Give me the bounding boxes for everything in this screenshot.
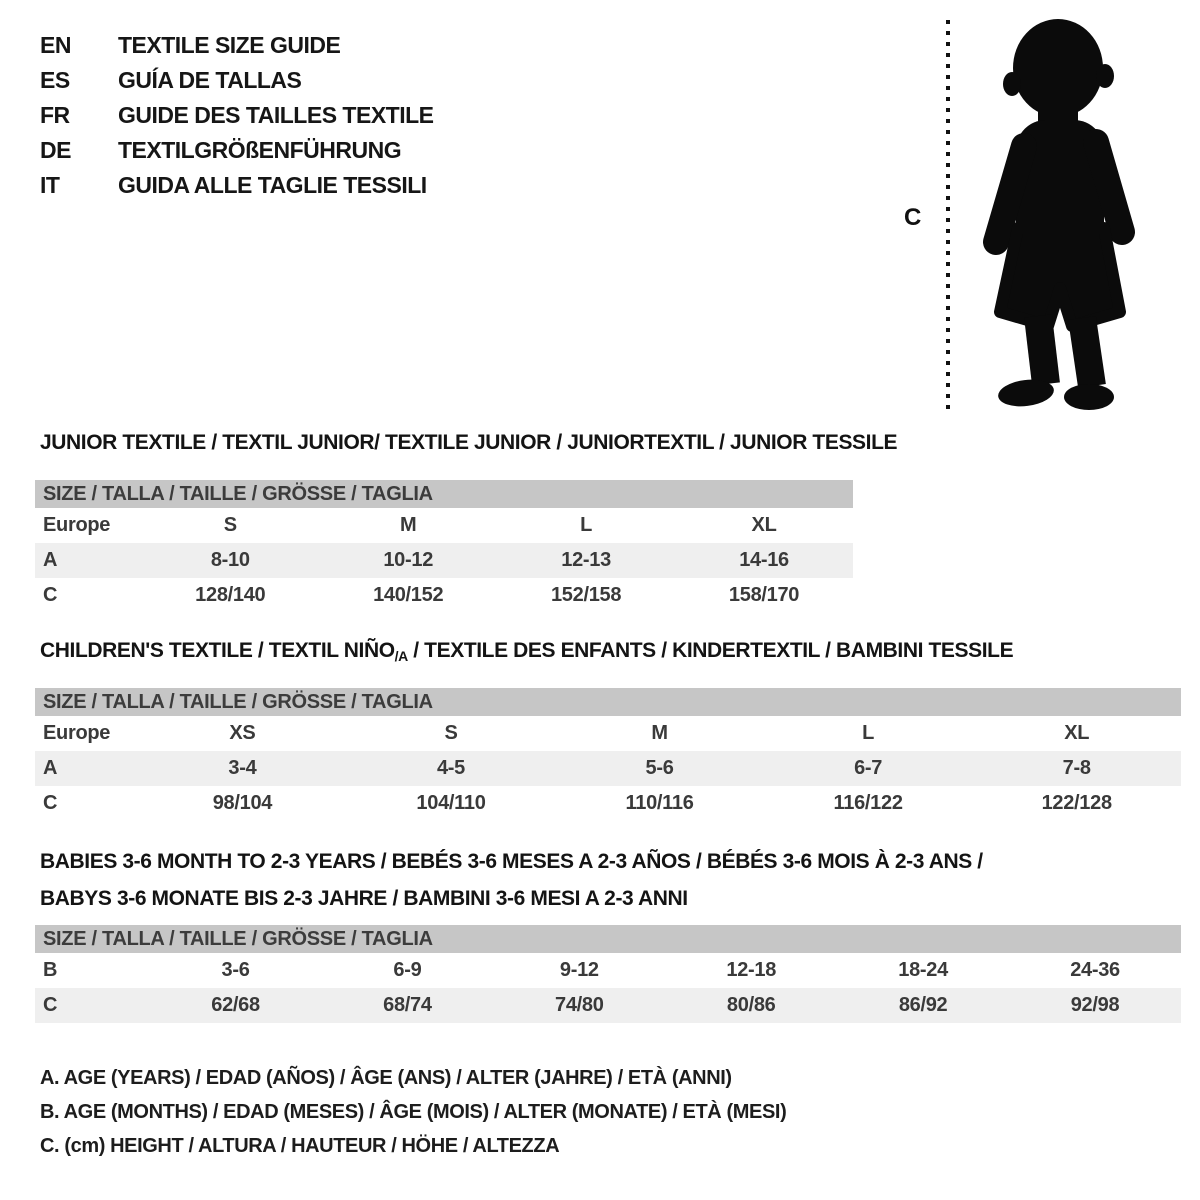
height-measure-label: C (904, 204, 922, 231)
lang-row-de (40, 133, 434, 168)
row-label-cell: C (43, 584, 58, 606)
table-row (35, 716, 1181, 751)
cell: 12-18 (726, 959, 777, 981)
cell: 74/80 (493, 988, 665, 1023)
lang-title: TEXTILGRÖßENFÜHRUNG (118, 137, 402, 163)
children-size-table (35, 688, 1181, 821)
size-header-cell: SIZE / TALLA / TAILLE / GRÖSSE / TAGLIA (35, 925, 1181, 953)
cell: 140/152 (373, 584, 444, 606)
cell: 80/86 (665, 988, 837, 1023)
table-row (35, 953, 1181, 988)
lang-code: EN (40, 32, 71, 58)
cell: S (444, 722, 458, 744)
row-label-cell: Europe (43, 514, 111, 536)
lang-title: GUIDA ALLE TAGLIE TESSILI (118, 172, 427, 198)
size-header-cell: SIZE / TALLA / TAILLE / GRÖSSE / TAGLIA (35, 688, 1181, 716)
junior-size-table (35, 480, 853, 613)
babies-section-title (40, 843, 983, 917)
cell: 98/104 (212, 792, 273, 814)
cell: 86/92 (837, 988, 1009, 1023)
cell: 128/140 (195, 584, 266, 606)
row-label-cell: B (43, 959, 58, 981)
table-row (35, 508, 853, 543)
cell: 14-16 (675, 543, 853, 578)
cell: 152/158 (550, 584, 622, 606)
lang-row-fr (40, 98, 434, 133)
babies-size-table (35, 925, 1181, 1023)
babies-title-line2: BABYS 3-6 MONATE BIS 2-3 JAHRE / BAMBINI 3-6 MESI A 2-3 ANNI (40, 887, 688, 910)
legend-line-b: B. AGE (MONTHS) / EDAD (MESES) / ÂGE (MOIS) / ALTER (MONATE) / ETÀ (MESI) (40, 1101, 787, 1123)
row-label-cell: C (35, 988, 150, 1023)
cell: 7-8 (972, 751, 1181, 786)
size-header-row (35, 925, 1181, 953)
cell: 10-12 (319, 543, 497, 578)
cell: L (862, 722, 875, 744)
cell: M (651, 722, 668, 744)
row-label-cell: A (35, 543, 141, 578)
cell: 5-6 (555, 751, 764, 786)
cell: XL (751, 514, 777, 536)
cell: 6-7 (764, 751, 973, 786)
size-header-row (35, 688, 1181, 716)
cell: 62/68 (150, 988, 322, 1023)
cell: 9-12 (559, 959, 599, 981)
junior-section-title: JUNIOR TEXTILE / TEXTIL JUNIOR/ TEXTILE JUNIOR / JUNIORTEXTIL / JUNIOR TESSILE (40, 431, 898, 454)
cell: 158/170 (728, 584, 800, 606)
lang-title: GUIDE DES TAILLES TEXTILE (118, 102, 434, 128)
cell: 4-5 (347, 751, 556, 786)
children-section-title (40, 639, 1013, 664)
size-header-row (35, 480, 853, 508)
lang-code: DE (40, 137, 71, 163)
table-row (35, 988, 1181, 1023)
height-figure (900, 14, 1155, 419)
lang-title: TEXTILE SIZE GUIDE (118, 32, 341, 58)
cell: 68/74 (321, 988, 493, 1023)
cell: 3-4 (138, 751, 347, 786)
language-title-block (40, 28, 434, 203)
cell: XL (1064, 722, 1090, 744)
children-title-sub: /A (394, 648, 408, 664)
lang-code: ES (40, 67, 70, 93)
cell: 3-6 (221, 959, 250, 981)
lang-row-es (40, 63, 434, 98)
cell: 12-13 (497, 543, 675, 578)
cell: L (580, 514, 593, 536)
cell: 92/98 (1009, 988, 1181, 1023)
row-label-cell: A (35, 751, 138, 786)
cell: S (223, 514, 237, 536)
measure-legend (40, 1061, 786, 1163)
row-label-cell: C (43, 792, 58, 814)
lang-title: GUÍA DE TALLAS (118, 67, 302, 93)
table-row (35, 543, 853, 578)
cell: 18-24 (898, 959, 948, 981)
lang-code: FR (40, 102, 70, 128)
lang-code: IT (40, 172, 60, 198)
size-header-cell: SIZE / TALLA / TAILLE / GRÖSSE / TAGLIA (35, 480, 853, 508)
toddler-silhouette-icon (900, 14, 1155, 419)
legend-line-a: A. AGE (YEARS) / EDAD (AÑOS) / ÂGE (ANS) / ALTER (JAHRE) / ETÀ (ANNI) (40, 1067, 732, 1089)
legend-line-c: C. (cm) HEIGHT / ALTURA / HAUTEUR / HÖHE / ALTEZZA (40, 1135, 560, 1157)
table-row (35, 578, 853, 613)
cell: XS (229, 722, 256, 744)
lang-row-en (40, 28, 434, 63)
table-row (35, 786, 1181, 821)
lang-row-it (40, 168, 434, 203)
cell: 116/122 (833, 792, 903, 814)
table-row (35, 751, 1181, 786)
children-title-text: CHILDREN'S TEXTILE / TEXTIL NIÑO (40, 639, 395, 662)
row-label-cell: Europe (43, 722, 111, 744)
cell: M (400, 514, 417, 536)
cell: 6-9 (393, 959, 422, 981)
cell: 122/128 (1041, 792, 1112, 814)
children-title-text: / TEXTILE DES ENFANTS / KINDERTEXTIL / BAMBINI TESSILE (407, 639, 1014, 662)
cell: 8-10 (141, 543, 319, 578)
cell: 24-36 (1070, 959, 1120, 981)
cell: 104/110 (416, 792, 486, 814)
cell: 110/116 (625, 792, 694, 814)
babies-title-line1: BABIES 3-6 MONTH TO 2-3 YEARS / BEBÉS 3-6 MESES A 2-3 AÑOS / BÉBÉS 3-6 MOIS À 2-3 ANS / (40, 850, 983, 873)
